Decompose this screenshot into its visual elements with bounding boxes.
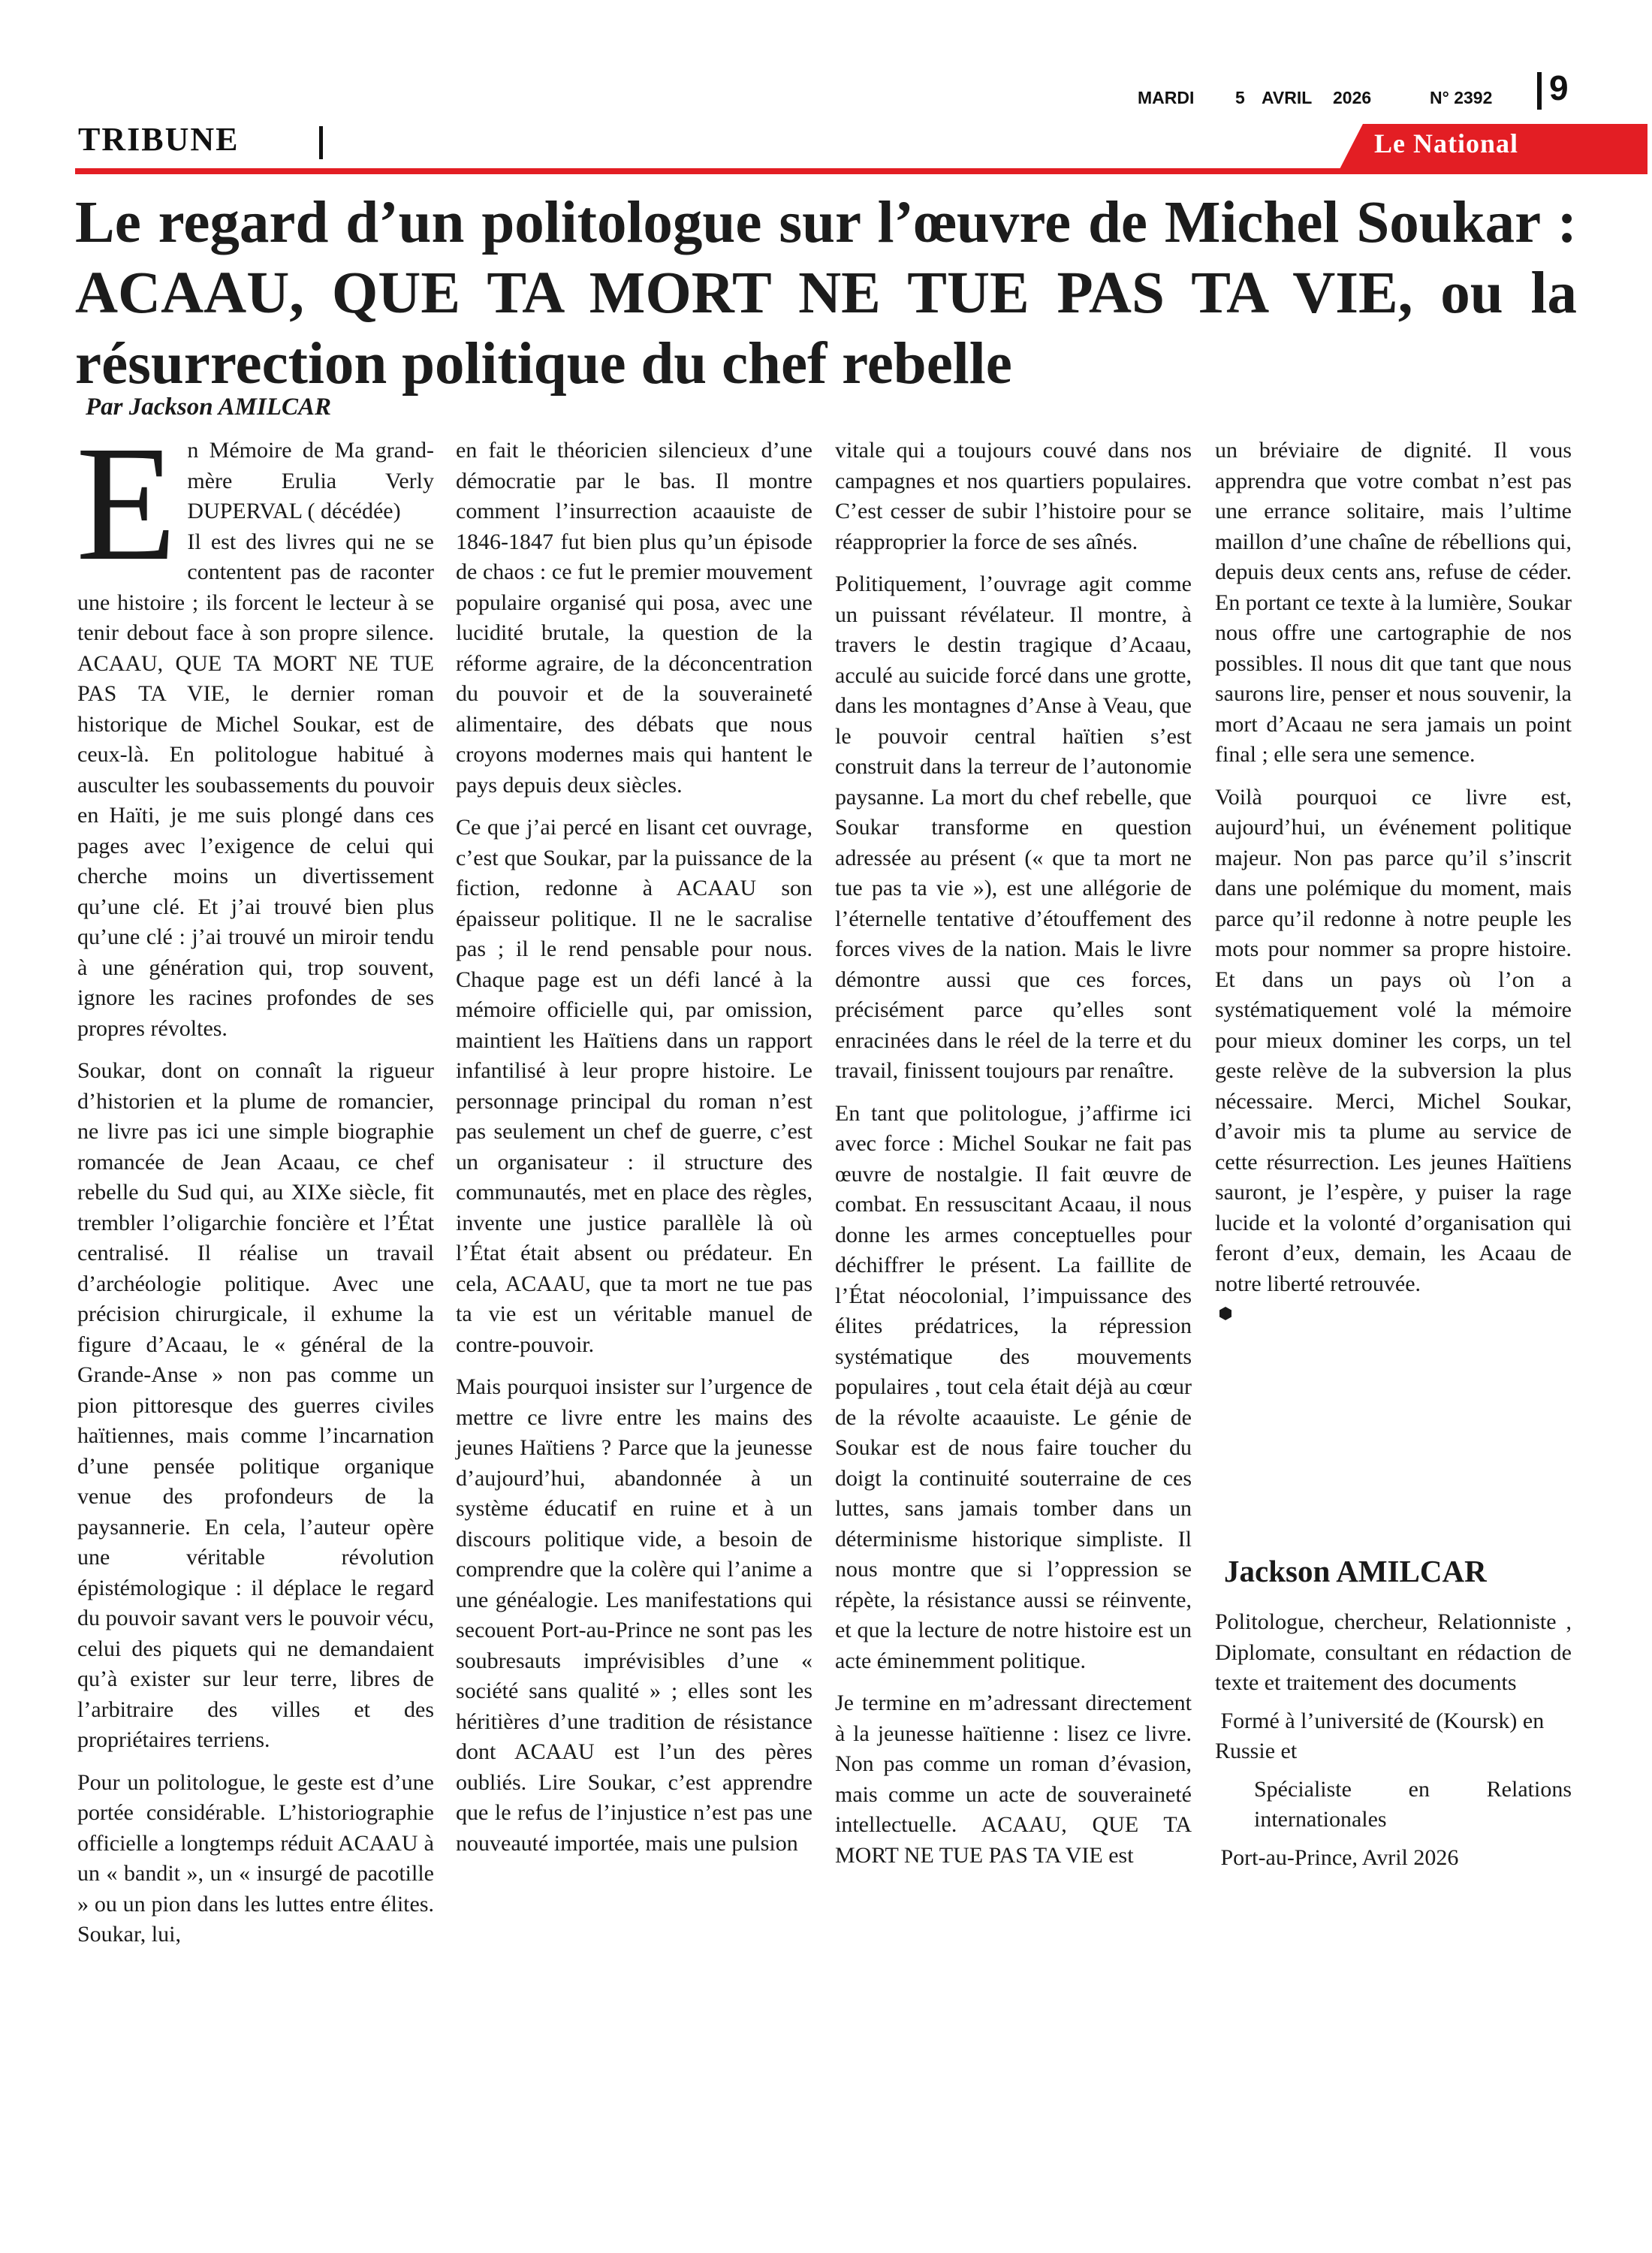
- issue-number: N° 2392: [1430, 88, 1493, 107]
- page-number-divider: [1537, 72, 1542, 110]
- drop-cap: E: [76, 412, 177, 595]
- header-rule: [75, 168, 1647, 174]
- article-column-4: [1215, 436, 1572, 1342]
- paragraph-final: [1215, 783, 1572, 1330]
- dedication: n Mémoire de Ma grand-mère Erulia Verly DUPERVAL ( décédée): [187, 438, 434, 523]
- author-bio-line: Politologue, chercheur, Relationniste , Diplomate, consultant en rédaction de texte et traitement des documents: [1215, 1609, 1572, 1695]
- author-bio-line: Spécialiste en Relations internationales: [1254, 1776, 1572, 1832]
- author-name: Jackson AMILCAR: [1224, 1554, 1487, 1588]
- paragraph: En tant que politologue, j’affirme ici avec force : Michel Soukar ne fait pas œuvre de nostalgie. Il fait œuvre de combat. En ressuscitant Acaau, il nous donne les armes conceptuelles pour déchiffrer le présent. La faillite de l’État néocolonial, l’impuissance des élites prédatrices, la répression systématique des mouvements populaires , tout cela était déjà au cœur de la révolte acaauiste. Le génie de Soukar est de nous faire toucher du doigt la continuité souterraine de ces luttes, sans jamais tomber dans un déterminisme historique simpliste. Il nous montre que si l’oppression se répète, la résistance aussi se réinvente, et que la lecture de notre histoire est un acte éminemment politique.: [835, 1100, 1192, 1673]
- article-byline: Par Jackson AMILCAR: [86, 394, 332, 421]
- paragraph: Ce que j’ai percé en lisant cet ouvrage, c’est que Soukar, par la puissance de la fiction, redonne à ACAAU son épaisseur politique. Il ne le sacralise pas ; il le rend pensable pour nous. Chaque page est un défi lancé à la mémoire officielle qui, par omission, maintient les Haïtiens dans un rapport infantilisé à leur propre histoire. Le personnage principal du roman n’est pas seulement un chef de guerre, c’est un organisateur : il structure des communautés, met en place des règles, invente une justice parallèle là où l’État était absent ou prédateur. En cela, ACAAU, que ta mort ne tue pas ta vie est un véritable manuel de contre-pouvoir.: [456, 815, 812, 1357]
- date-day: MARDI: [1138, 88, 1195, 107]
- paragraph: Mais pourquoi insister sur l’urgence de mettre ce livre entre les mains des jeunes Haïtiens ? Parce que la jeunesse d’aujourd’hui, abandonnée à un système éducatif en ruine et à un discours politique vide, a besoin de comprendre que la colère qui l’anime a une généalogie. Les manifestations qui secouent Port-au-Prince ne sont pas les soubresauts imprévisibles d’une « société sans qualité » ; elles sont les héritières d’une tradition de résistance dont ACAAU est l’un des pères oubliés. Lire Soukar, c’est apprendre que le refus de l’injustice n’est pas une nouveauté importée, mais une pulsion: [456, 1374, 812, 1856]
- article-column-2: [456, 436, 812, 1871]
- author-bio: [1215, 1607, 1572, 1881]
- article-column-1: [76, 412, 434, 1962]
- section-label: TRIBUNE: [78, 121, 240, 158]
- date-month: AVRIL: [1262, 88, 1313, 107]
- brand-name: Le National: [1374, 128, 1519, 158]
- paragraph-text: Voilà pourquoi ce livre est, aujourd’hui, un événement politique majeur. Non pas parce qu’il s’inscrit dans une polémique du moment, mais parce qu’il redonne à notre peuple les mots pour nommer sa propre histoire. Et dans un pays où l’on a systématiquement volé la mémoire pour mieux dominer les corps, un tel geste relève de la subversion la plus nécessaire. Merci, Michel Soukar, d’avoir mis ta plume au service de cette résurrection. Les jeunes Haïtiens sauront, je l’espère, y puiser la rage lucide et la volonté d’organisation qui feront d’eux, demain, les Acaau de notre liberté retrouvée.: [1215, 784, 1572, 1296]
- paragraph: un bréviaire de dignité. Il vous apprendra que votre combat n’est pas une errance solitaire, mais l’ultime maillon d’une chaîne de rébellions qui, depuis deux cents ans, refuse de céder. En portant ce texte à la lumière, Soukar nous offre une cartographie de nos possibles. Il nous dit que tant que nous saurons lire, penser et nous souvenir, la mort d’Acaau ne sera jamais un point final ; elle sera une semence.: [1215, 438, 1572, 767]
- paragraph: Soukar, dont on connaît la rigueur d’historien et la plume de romancier, ne livre pas ici une simple biographie romancée de Jean Acaau, ce chef rebelle du Sud qui, au XIXe siècle, fit trembler l’oligarchie foncière et l’État centralisé. Il réalise un travail d’archéologie politique. Avec une précision chirurgicale, il exhume la figure d’Acaau, le « général de la Grande-Anse » non pas comme un pion pittoresque des guerres civiles haïtiennes, mais comme l’incarnation d’une pensée politique organique venue des profondeurs de la paysannerie. En cela, l’auteur opère une véritable révolution épistémologique : il déplace le regard du pouvoir savant vers le pouvoir vécu, celui des piquets qui ne demandaient qu’à exister sur leur terre, libres de l’arbitraire des villes et des propriétaires terriens.: [77, 1058, 434, 1752]
- paragraph: vitale qui a toujours couvé dans nos campagnes et nos quartiers populaires. C’est cesser de subir l’histoire pour se réapproprier la force de ses aînés.: [835, 438, 1192, 554]
- date-number: 5: [1235, 88, 1245, 107]
- paragraph: Je termine en m’adressant directement à la jeunesse haïtienne : lisez ce livre. Non pas comme un roman d’évasion, mais comme un acte de souveraineté intellectuelle. ACAAU, QUE TA MORT NE TUE PAS TA VIE est: [835, 1691, 1192, 1868]
- article-column-3: [835, 436, 1192, 1883]
- paragraph: en fait le théoricien silencieux d’une démocratie par le bas. Il montre comment l’insurrection acaauiste de 1846-1847 fut bien plus qu’un épisode de chaos : ce fut le premier mouvement populaire organisé qui posa, avec une lucidité brutale, la question de la réforme agraire, de la déconcentration du pouvoir et de la souveraineté alimentaire, des débats que nous croyons modernes mais qui hantent le pays depuis deux siècles.: [456, 438, 812, 798]
- page-number: 9: [1549, 68, 1569, 107]
- paragraph: Pour un politologue, le geste est d’une portée considérable. L’historiographie officielle a longtemps réduit ACAAU à un « bandit », un « insurgé de pacotille » ou un pion dans les luttes entre élites. Soukar, lui,: [77, 1769, 434, 1947]
- section-divider: [319, 126, 323, 159]
- paragraph: Politiquement, l’ouvrage agit comme un puissant révélateur. Il montre, à travers le destin tragique d’Acaau, acculé au suicide forcé dans une grotte, dans les montagnes d’Anse à Veau, que le pouvoir central haïtien s’est construit dans la terreur de l’autonomie paysanne. La mort du chef rebelle, que Soukar transforme en question adressée au présent (« que ta mort ne tue pas ta vie »), est une allégorie de l’éternelle tentative d’étouffement des forces vives de la nation. Mais le livre démontre aussi que ces forces, précisément parce qu’elles sont enracinées dans le réel de la terre et du travail, finissent toujours par renaître.: [835, 572, 1192, 1083]
- author-bio-line: Formé à l’université de (Koursk) en Russie et: [1215, 1708, 1550, 1763]
- date-year: 2026: [1333, 88, 1372, 107]
- paragraph: Il est des livres qui ne se contentent pas de raconter une histoire ; ils forcent le lecteur à se tenir debout face à son propre silence. ACAAU, QUE TA MORT NE TUE PAS TA VIE, le dernier roman historique de Michel Soukar, est de ceux-là. En politologue habitué à ausculter les soubassements du pouvoir en Haïti, je me suis plongé dans ces pages avec l’exigence de celui qui cherche moins un divertissement qu’une clé. Et j’ai trouvé bien plus qu’une clé : j’ai trouvé un miroir tendu à une génération qui, trop souvent, ignore les racines profondes de ses propres révoltes.: [77, 529, 434, 1041]
- article-title: Le regard d’un politologue sur l’œuvre de Michel Soukar : ACAAU, QUE TA MORT NE TUE PAS TA VIE, ou la résurrection politique du chef rebelle: [75, 190, 1577, 397]
- end-of-article-icon: [1218, 1306, 1233, 1321]
- author-location-date: Port-au-Prince, Avril 2026: [1215, 1844, 1459, 1870]
